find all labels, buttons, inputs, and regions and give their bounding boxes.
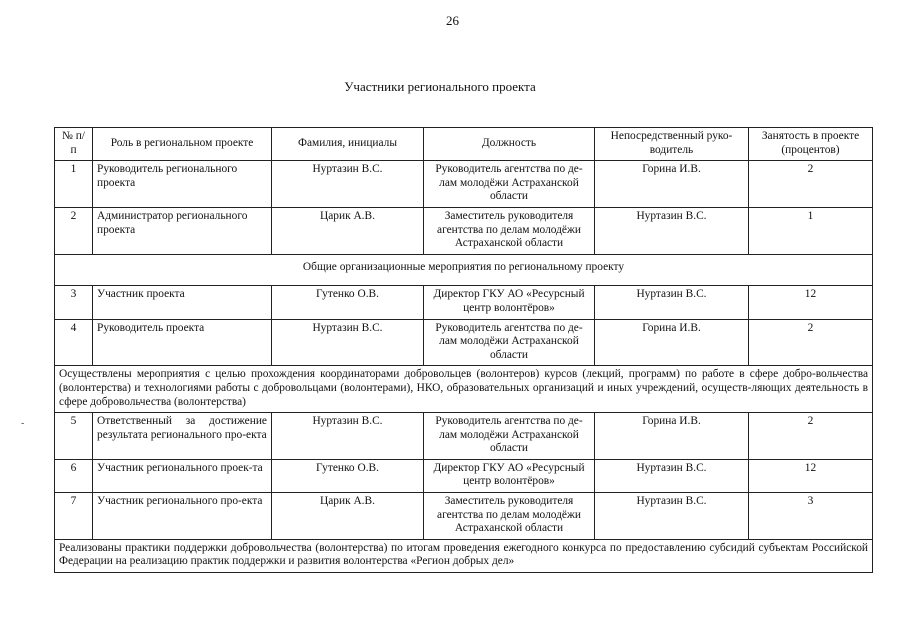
header-supervisor: Непосредственный руко-водитель: [595, 128, 749, 161]
cell-name: Нуртазин В.С.: [272, 319, 424, 366]
cell-number: 6: [55, 459, 93, 492]
cell-number: 4: [55, 319, 93, 366]
header-number: № п/п: [55, 128, 93, 161]
note-text: Реализованы практики поддержки добровольчества (волонтерства) по итогам проведения ежегодного конкурса по предоставлению субсидий субъектам Российской Федерации на реализацию практик поддержки и развития волонтерства «Регион добрых дел»: [55, 539, 873, 572]
header-position: Должность: [424, 128, 595, 161]
cell-name: Нуртазин В.С.: [272, 161, 424, 208]
table-row: [55, 161, 873, 208]
cell-position: Директор ГКУ АО «Ресурсный центр волонтёров»: [424, 286, 595, 319]
section-heading-row: [55, 254, 873, 286]
cell-name: Царик А.В.: [272, 207, 424, 254]
cell-number: 2: [55, 207, 93, 254]
cell-role: Участник регионального проек-та: [93, 459, 272, 492]
cell-position: Руководитель агентства по де-лам молодёжи Астраханской области: [424, 319, 595, 366]
page-number: 26: [446, 13, 459, 28]
header-role: Роль в региональном проекте: [93, 128, 272, 161]
table-row: [55, 493, 873, 540]
cell-role: Участник проекта: [93, 286, 272, 319]
participants-table: [54, 127, 873, 573]
cell-role: Участник регионального про-екта: [93, 493, 272, 540]
cell-number: 1: [55, 161, 93, 208]
note-text: Осуществлены мероприятия с целью прохождения координаторами добровольцев (волонтеров) курсов (лекций, программ) по работе в сфере добро-вольчества (волонтерства) и технологиями работы с добровольцами (волонтерами), НКО, образовательных организаций и иных учреждений, осуществ-ляющих деятельность в сфере добровольчества (волонтерства): [55, 366, 873, 413]
cell-supervisor: Горина И.В.: [595, 319, 749, 366]
cell-name: Гутенко О.В.: [272, 286, 424, 319]
cell-supervisor: Горина И.В.: [595, 161, 749, 208]
cell-number: 7: [55, 493, 93, 540]
table-header-row: [55, 128, 873, 161]
cell-position: Заместитель руководителя агентства по делам молодёжи Астраханской области: [424, 493, 595, 540]
cell-load: 2: [749, 319, 873, 366]
cell-supervisor: Нуртазин В.С.: [595, 459, 749, 492]
note-row: [55, 366, 873, 413]
cell-name: Гутенко О.В.: [272, 459, 424, 492]
cell-name: Царик А.В.: [272, 493, 424, 540]
cell-role: Руководитель проекта: [93, 319, 272, 366]
cell-load: 12: [749, 459, 873, 492]
table-row: [55, 319, 873, 366]
cell-supervisor: Нуртазин В.С.: [595, 493, 749, 540]
cell-load: 1: [749, 207, 873, 254]
note-row: [55, 539, 873, 572]
document-title: Участники регионального проекта: [344, 79, 536, 94]
cell-role: Руководитель регионального проекта: [93, 161, 272, 208]
cell-load: 2: [749, 413, 873, 460]
cell-supervisor: Нуртазин В.С.: [595, 286, 749, 319]
table-row: [55, 286, 873, 319]
cell-position: Директор ГКУ АО «Ресурсный центр волонтёров»: [424, 459, 595, 492]
cell-load: 2: [749, 161, 873, 208]
section-heading: Общие организационные мероприятия по региональному проекту: [55, 254, 873, 286]
cell-name: Нуртазин В.С.: [272, 413, 424, 460]
cell-number: 3: [55, 286, 93, 319]
cell-number: 5: [55, 413, 93, 460]
table-row: [55, 459, 873, 492]
cell-supervisor: Горина И.В.: [595, 413, 749, 460]
cell-position: Руководитель агентства по де-лам молодёжи Астраханской области: [424, 161, 595, 208]
cell-role: Администратор регионального проекта: [93, 207, 272, 254]
cell-load: 12: [749, 286, 873, 319]
header-load: Занятость в проекте (процентов): [749, 128, 873, 161]
cell-position: Заместитель руководителя агентства по делам молодёжи Астраханской области: [424, 207, 595, 254]
cell-position: Руководитель агентства по де-лам молодёжи Астраханской области: [424, 413, 595, 460]
table-row: [55, 413, 873, 460]
cell-load: 3: [749, 493, 873, 540]
margin-mark: -: [21, 418, 25, 429]
cell-supervisor: Нуртазин В.С.: [595, 207, 749, 254]
table-row: [55, 207, 873, 254]
cell-role: Ответственный за достижение результата регионального про-екта: [93, 413, 272, 460]
header-name: Фамилия, инициалы: [272, 128, 424, 161]
